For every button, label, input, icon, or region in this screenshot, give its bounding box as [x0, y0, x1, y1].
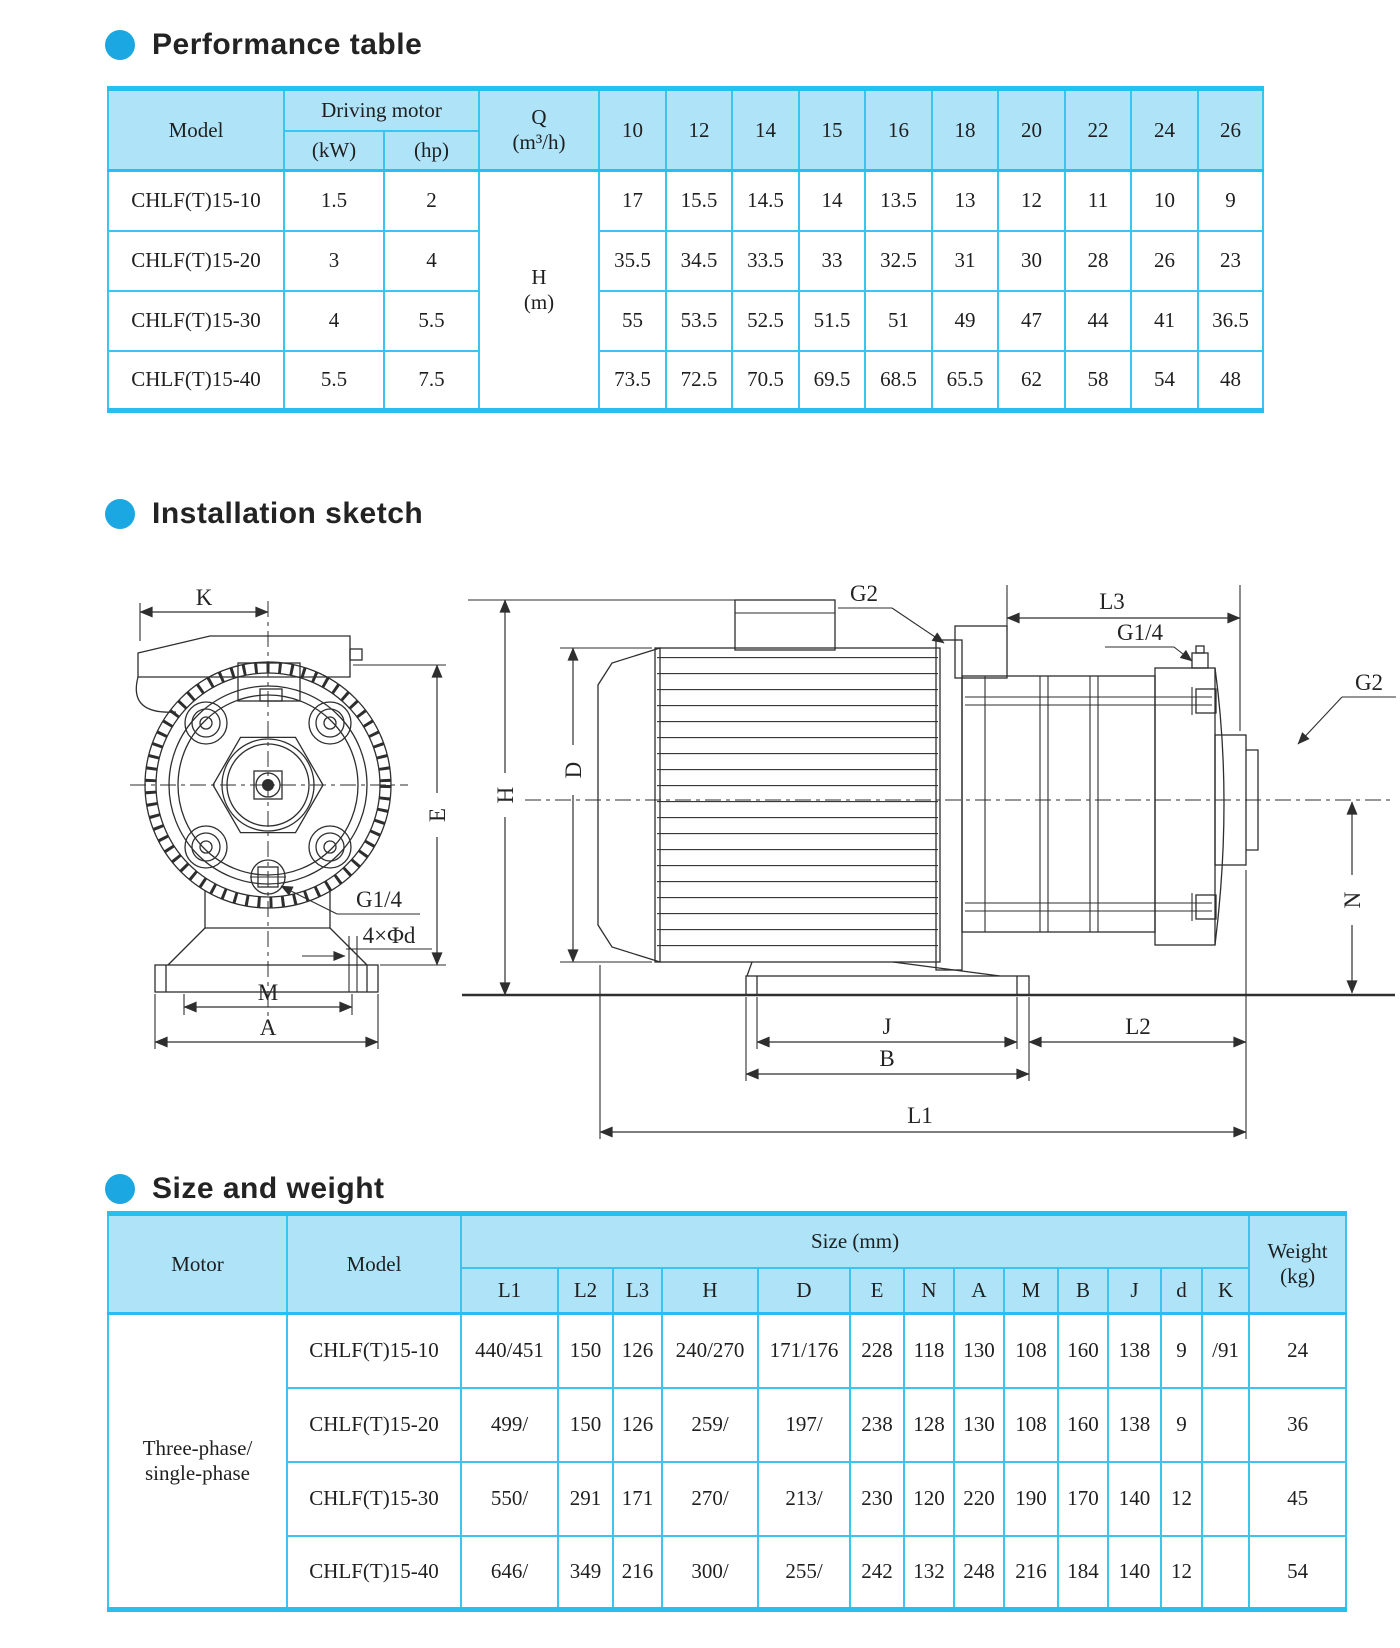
dim-col-header: J	[1108, 1268, 1161, 1314]
col-header-hp: (hp)	[384, 131, 479, 171]
flow-col-header: 12	[666, 89, 732, 171]
table-cell: 255/	[758, 1536, 850, 1610]
table-cell: 24	[1249, 1314, 1346, 1388]
table-cell: 213/	[758, 1462, 850, 1536]
table-cell: 69.5	[799, 351, 865, 411]
table-cell: 259/	[662, 1388, 758, 1462]
table-cell: 499/	[461, 1388, 558, 1462]
table-cell: 171/176	[758, 1314, 850, 1388]
col-header-model: Model	[287, 1214, 461, 1314]
col-header-kw: (kW)	[284, 131, 384, 171]
pump-drawing-svg	[0, 545, 1400, 1145]
section-title: Installation sketch	[152, 497, 424, 530]
table-cell: 550/	[461, 1462, 558, 1536]
leader-label-holes: 4×Φd	[362, 923, 416, 948]
table-cell: 14.5	[732, 171, 799, 231]
table-cell: 44	[1065, 291, 1131, 351]
leader-label-g14-side: G1/4	[1117, 620, 1163, 645]
table-cell: 440/451	[461, 1314, 558, 1388]
table-cell: 48	[1198, 351, 1263, 411]
table-cell: 1.5	[284, 171, 384, 231]
dim-label-A: A	[259, 1015, 277, 1040]
table-cell: 31	[932, 231, 998, 291]
table-cell: 150	[558, 1314, 613, 1388]
model-cell: CHLF(T)15-30	[108, 291, 284, 351]
col-header-driving-motor: Driving motor	[284, 89, 479, 131]
table-cell: 49	[932, 291, 998, 351]
dim-label-D: D	[561, 761, 586, 779]
table-cell: 33.5	[732, 231, 799, 291]
table-cell: 9	[1198, 171, 1263, 231]
table-cell: 160	[1058, 1388, 1108, 1462]
dim-label-E: E	[425, 807, 450, 823]
table-cell: 73.5	[599, 351, 666, 411]
leader-label-g2-top: G2	[849, 581, 879, 606]
table-cell: 51	[865, 291, 932, 351]
table-cell: 72.5	[666, 351, 732, 411]
model-cell: CHLF(T)15-30	[287, 1462, 461, 1536]
table-cell: 9	[1161, 1314, 1202, 1388]
motor-type-line1: Three-phase/	[142, 1435, 253, 1460]
table-cell: 58	[1065, 351, 1131, 411]
h-label: H	[531, 264, 547, 289]
dim-col-header: B	[1058, 1268, 1108, 1314]
installation-section-heading	[105, 497, 423, 531]
table-cell: 33	[799, 231, 865, 291]
flow-col-header: 16	[865, 89, 932, 171]
table-cell: 17	[599, 171, 666, 231]
table-cell: 28	[1065, 231, 1131, 291]
section-bullet-icon	[105, 499, 135, 529]
table-cell	[1202, 1536, 1249, 1610]
table-cell: 140	[1108, 1462, 1161, 1536]
dim-col-header: N	[904, 1268, 954, 1314]
table-cell: 53.5	[666, 291, 732, 351]
dim-col-header: E	[850, 1268, 904, 1314]
dim-label-J: J	[882, 1014, 892, 1039]
table-cell: 9	[1161, 1388, 1202, 1462]
table-cell: 171	[613, 1462, 662, 1536]
dim-label-L2: L2	[1125, 1014, 1151, 1039]
section-bullet-icon	[105, 30, 135, 60]
table-cell: /91	[1202, 1314, 1249, 1388]
table-cell: 248	[954, 1536, 1004, 1610]
table-cell	[1202, 1388, 1249, 1462]
model-cell: CHLF(T)15-40	[287, 1536, 461, 1610]
motor-type-line2: single-phase	[145, 1461, 250, 1485]
table-cell: 126	[613, 1314, 662, 1388]
table-cell: 300/	[662, 1536, 758, 1610]
table-cell: 220	[954, 1462, 1004, 1536]
table-cell: 230	[850, 1462, 904, 1536]
flow-col-header: 14	[732, 89, 799, 171]
table-cell: 54	[1249, 1536, 1346, 1610]
table-cell: 270/	[662, 1462, 758, 1536]
table-cell: 62	[998, 351, 1065, 411]
table-cell: 13	[932, 171, 998, 231]
table-cell: 646/	[461, 1536, 558, 1610]
table-cell: 52.5	[732, 291, 799, 351]
table-cell: 23	[1198, 231, 1263, 291]
table-cell: 184	[1058, 1536, 1108, 1610]
motor-type-cell	[108, 1314, 287, 1610]
table-cell: 14	[799, 171, 865, 231]
performance-table	[107, 86, 1264, 413]
head-unit-cell	[479, 171, 599, 411]
dim-col-header: M	[1004, 1268, 1058, 1314]
table-cell: 138	[1108, 1314, 1161, 1388]
table-cell: 130	[954, 1388, 1004, 1462]
dim-col-header: L1	[461, 1268, 558, 1314]
dim-label-B: B	[879, 1046, 895, 1071]
weight-label: Weight	[1267, 1238, 1328, 1263]
dim-col-header: K	[1202, 1268, 1249, 1314]
dim-label-N: N	[1340, 891, 1365, 909]
table-cell: 5.5	[384, 291, 479, 351]
table-cell: 34.5	[666, 231, 732, 291]
flow-col-header: 22	[1065, 89, 1131, 171]
col-header-size: Size (mm)	[461, 1214, 1249, 1268]
flow-col-header: 20	[998, 89, 1065, 171]
flow-col-header: 18	[932, 89, 998, 171]
table-cell: 160	[1058, 1314, 1108, 1388]
weight-unit: (kg)	[1280, 1264, 1316, 1288]
table-cell: 15.5	[666, 171, 732, 231]
table-cell: 36.5	[1198, 291, 1263, 351]
table-cell: 70.5	[732, 351, 799, 411]
table-cell: 130	[954, 1314, 1004, 1388]
table-cell: 36	[1249, 1388, 1346, 1462]
table-cell: 190	[1004, 1462, 1058, 1536]
flow-col-header: 10	[599, 89, 666, 171]
table-cell: 47	[998, 291, 1065, 351]
table-cell: 238	[850, 1388, 904, 1462]
flow-col-header: 26	[1198, 89, 1263, 171]
table-cell: 120	[904, 1462, 954, 1536]
table-cell: 35.5	[599, 231, 666, 291]
table-cell: 108	[1004, 1314, 1058, 1388]
table-cell: 228	[850, 1314, 904, 1388]
table-cell: 5.5	[284, 351, 384, 411]
dim-label-L1: L1	[907, 1103, 933, 1128]
table-cell: 126	[613, 1388, 662, 1462]
table-cell: 30	[998, 231, 1065, 291]
table-cell: 68.5	[865, 351, 932, 411]
table-cell: 12	[1161, 1536, 1202, 1610]
table-cell: 51.5	[799, 291, 865, 351]
section-title: Size and weight	[152, 1172, 385, 1205]
table-cell: 12	[1161, 1462, 1202, 1536]
table-cell: 242	[850, 1536, 904, 1610]
table-cell: 138	[1108, 1388, 1161, 1462]
dim-col-header: L3	[613, 1268, 662, 1314]
table-cell: 7.5	[384, 351, 479, 411]
table-cell: 150	[558, 1388, 613, 1462]
model-cell: CHLF(T)15-10	[108, 171, 284, 231]
table-cell: 26	[1131, 231, 1198, 291]
table-cell: 132	[904, 1536, 954, 1610]
dim-label-M: M	[257, 980, 279, 1005]
table-cell: 216	[613, 1536, 662, 1610]
size-weight-section-heading	[105, 1172, 385, 1206]
table-cell: 2	[384, 171, 479, 231]
section-title: Performance table	[152, 28, 423, 61]
col-header-model: Model	[108, 89, 284, 171]
table-cell: 55	[599, 291, 666, 351]
table-cell: 197/	[758, 1388, 850, 1462]
dim-col-header: D	[758, 1268, 850, 1314]
table-cell: 13.5	[865, 171, 932, 231]
h-unit: (m)	[523, 290, 555, 314]
table-cell: 240/270	[662, 1314, 758, 1388]
table-cell: 12	[998, 171, 1065, 231]
col-header-q	[479, 89, 599, 171]
table-cell: 4	[384, 231, 479, 291]
table-cell: 32.5	[865, 231, 932, 291]
performance-section-heading	[105, 28, 422, 62]
q-label: Q	[531, 104, 547, 129]
model-cell: CHLF(T)15-20	[108, 231, 284, 291]
table-cell: 65.5	[932, 351, 998, 411]
model-cell: CHLF(T)15-40	[108, 351, 284, 411]
table-cell: 140	[1108, 1536, 1161, 1610]
dim-col-header: L2	[558, 1268, 613, 1314]
q-unit: (m³/h)	[512, 130, 566, 154]
installation-sketch	[0, 545, 1400, 1145]
model-cell: CHLF(T)15-10	[287, 1314, 461, 1388]
table-cell: 216	[1004, 1536, 1058, 1610]
table-cell: 291	[558, 1462, 613, 1536]
flow-col-header: 24	[1131, 89, 1198, 171]
table-cell: 4	[284, 291, 384, 351]
table-cell: 45	[1249, 1462, 1346, 1536]
table-cell: 3	[284, 231, 384, 291]
dim-label-K: K	[195, 585, 213, 610]
dim-col-header: A	[954, 1268, 1004, 1314]
table-cell: 11	[1065, 171, 1131, 231]
table-cell: 170	[1058, 1462, 1108, 1536]
section-bullet-icon	[105, 1174, 135, 1204]
dim-label-L3: L3	[1099, 589, 1125, 614]
table-cell: 54	[1131, 351, 1198, 411]
dim-col-header: d	[1161, 1268, 1202, 1314]
table-cell: 10	[1131, 171, 1198, 231]
col-header-motor: Motor	[108, 1214, 287, 1314]
table-cell: 128	[904, 1388, 954, 1462]
col-header-weight	[1249, 1214, 1346, 1314]
table-cell: 41	[1131, 291, 1198, 351]
dim-col-header: H	[662, 1268, 758, 1314]
size-weight-table	[107, 1211, 1347, 1612]
table-cell: 118	[904, 1314, 954, 1388]
table-cell: 349	[558, 1536, 613, 1610]
model-cell: CHLF(T)15-20	[287, 1388, 461, 1462]
leader-label-g2-right: G2	[1354, 670, 1384, 695]
side-view-drawing	[462, 581, 1396, 1139]
dim-label-H: H	[493, 786, 518, 804]
flow-col-header: 15	[799, 89, 865, 171]
front-view-drawing	[130, 585, 450, 1049]
table-cell: 108	[1004, 1388, 1058, 1462]
table-cell	[1202, 1462, 1249, 1536]
leader-label-g14-front: G1/4	[356, 887, 402, 912]
